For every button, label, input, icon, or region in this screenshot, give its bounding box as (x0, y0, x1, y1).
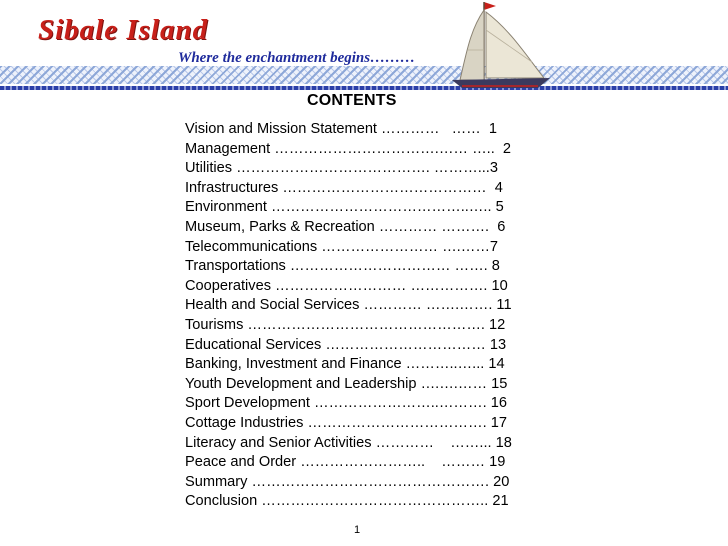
toc-entry: Sport Development ……………………..………. 16 (185, 395, 507, 412)
toc-entry: Transportations …………………………… ……. 8 (185, 258, 500, 275)
toc-entry: Conclusion ……………………………………….. 21 (185, 493, 509, 510)
wave-pattern-band (0, 66, 728, 84)
page-number: 1 (354, 524, 361, 536)
header-banner (0, 0, 728, 96)
contents-heading: CONTENTS (307, 92, 397, 109)
toc-entry: Health and Social Services ………… …….……. 11 (185, 297, 512, 314)
toc-entry: Youth Development and Leadership ….….…… 15 (185, 375, 508, 392)
toc-entry: Summary …………………………………………. 20 (185, 473, 510, 490)
toc-entry: Cottage Industries ………………………………. 17 (185, 414, 507, 431)
toc-entry: Educational Services …………………………… 13 (185, 336, 507, 353)
toc-entry: Environment …………………………………..….. 5 (185, 199, 504, 216)
toc-entry: Management …………………………….…… ….. 2 (185, 140, 511, 157)
brand-title: Sibale Island (38, 14, 209, 46)
toc-entry: Telecommunications …………………… ….……7 (185, 238, 499, 255)
toc-entry: Banking, Investment and Finance ………..…... 14 (185, 356, 505, 373)
toc-entry: Cooperatives ……………………… ……………. 10 (185, 277, 508, 294)
toc-entry: Tourisms …………………………………………. 12 (185, 316, 506, 333)
sailboat-icon (440, 0, 560, 92)
toc-entry: Vision and Mission Statement ………… …… 1 (185, 121, 497, 137)
toc-entry: Literacy and Senior Activities ………… ……... 18 (185, 434, 512, 451)
toc-entry: Museum, Parks & Recreation ………… ………. 6 (185, 218, 506, 235)
table-of-contents (185, 120, 545, 512)
toc-entry: Infrastructures …………………………………… 4 (185, 179, 503, 196)
toc-entry: Utilities …………………………………. ………...3 (185, 160, 498, 177)
toc-entry: Peace and Order …………………….. ……… 19 (185, 454, 506, 471)
header-rule (0, 86, 728, 90)
tagline: Where the enchantment begins……… (178, 50, 416, 66)
